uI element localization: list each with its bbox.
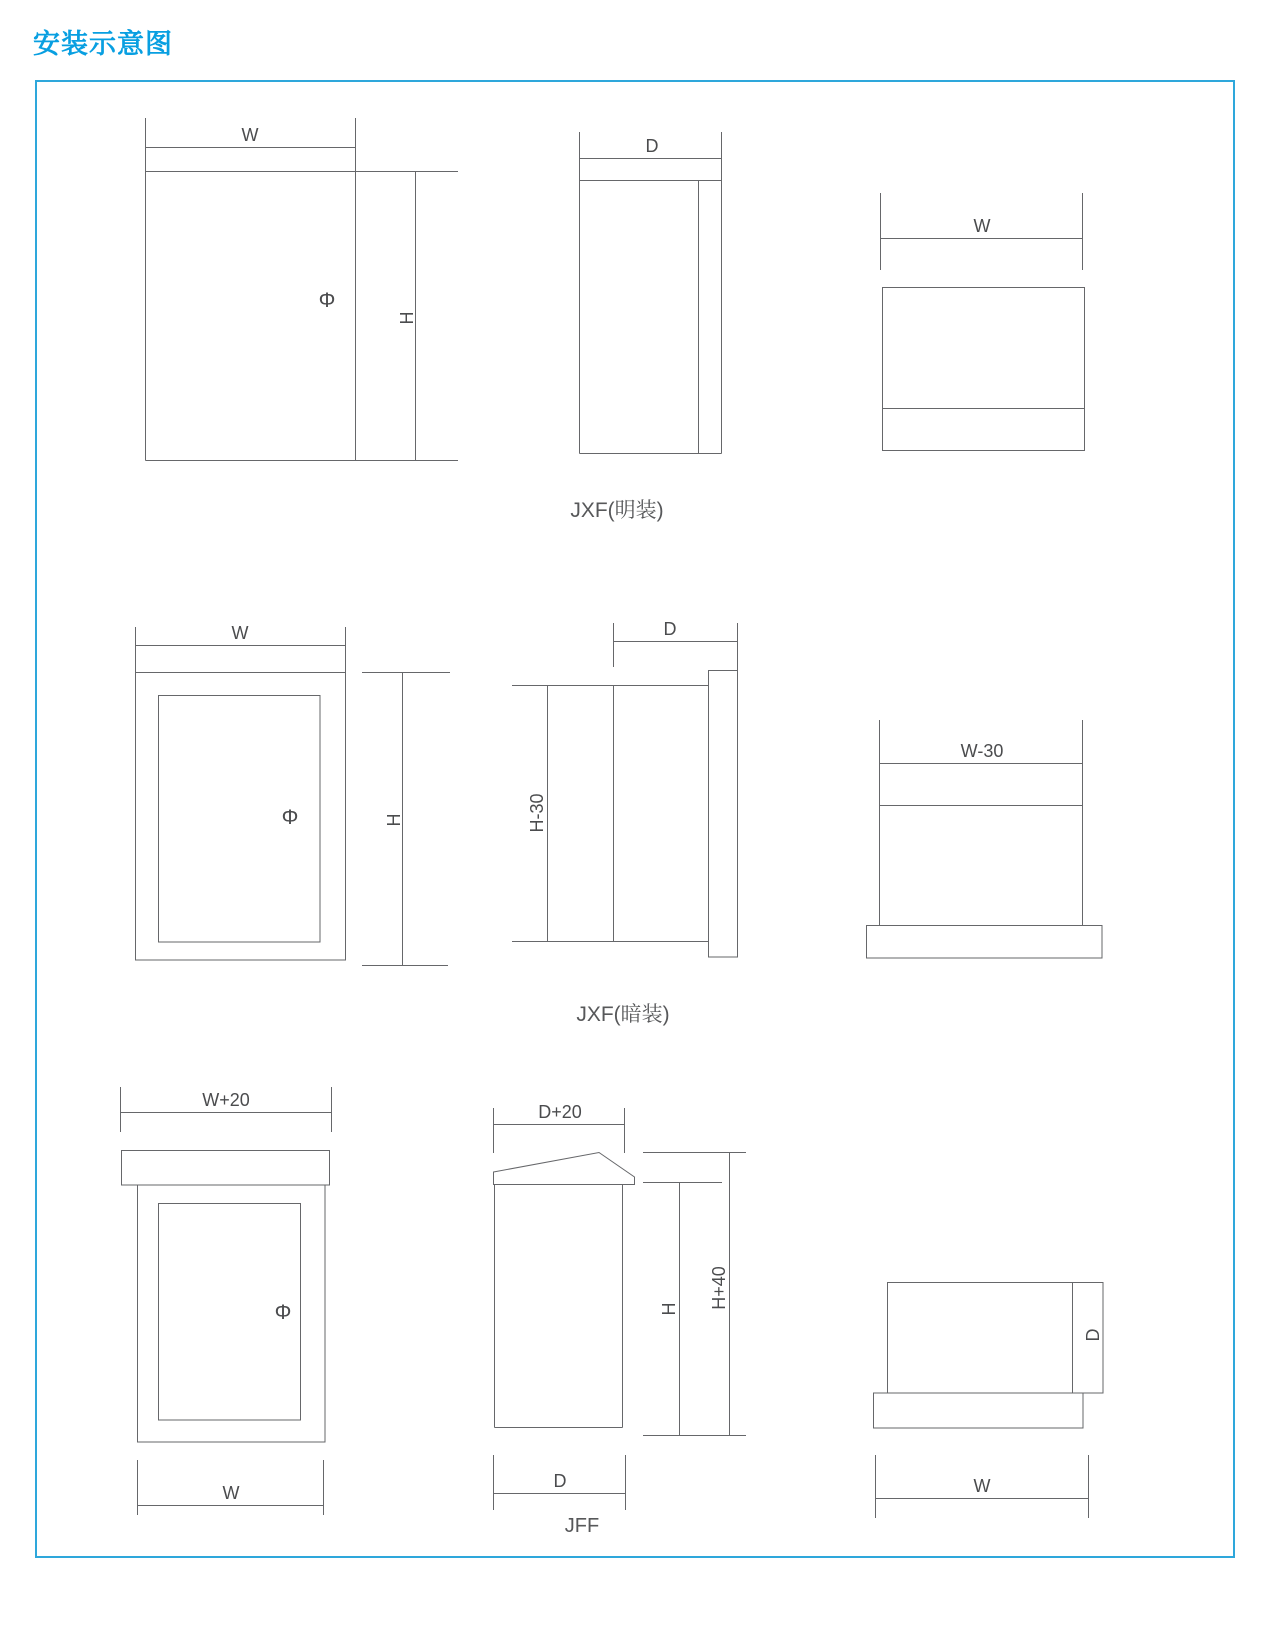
- jxf-surface-side-view: [580, 132, 722, 454]
- width-dimension-label: W: [231, 623, 249, 643]
- jxf-flush-front-view: [136, 623, 451, 966]
- width-dimension-label: W: [241, 125, 259, 145]
- height-dimension-label: H: [397, 311, 417, 325]
- rain-canopy: [122, 1151, 330, 1186]
- depth-dimension-label: D: [663, 619, 677, 639]
- width-dimension-label: W: [973, 216, 991, 236]
- jxf-flush-caption: JXF(暗装): [576, 1003, 670, 1026]
- depth-dimension-label: D: [1083, 1328, 1103, 1342]
- flange-base: [867, 926, 1103, 959]
- height-outer-dimension-label: H+40: [709, 1266, 729, 1310]
- jff-side-view: [494, 1102, 747, 1510]
- jxf-flush-top-view: [867, 720, 1103, 958]
- top-view-outline: [883, 288, 1085, 451]
- outer-frame: [138, 1185, 326, 1442]
- jxf-surface-top-view: [881, 193, 1085, 451]
- jxf-surface-front-view: [146, 118, 459, 461]
- height-dimension-label: H: [384, 813, 404, 827]
- depth-outer-dimension-label: D+20: [538, 1102, 582, 1122]
- page-title: 安装示意图: [33, 29, 173, 59]
- width-dimension-label: W: [973, 1476, 991, 1496]
- width-dimension-label: W: [222, 1483, 240, 1503]
- depth-dimension-label: D: [553, 1471, 567, 1491]
- height-dimension-label: H: [659, 1302, 679, 1316]
- jff-front-view: [121, 1087, 332, 1515]
- outer-frame: [136, 673, 346, 961]
- width-outer-dimension-label: W+20: [202, 1090, 250, 1110]
- flange-base: [874, 1393, 1084, 1428]
- jxf-surface-caption: JXF(明装): [570, 499, 664, 522]
- width-dimension-label: W-30: [960, 741, 1004, 761]
- jff-caption: JFF: [564, 1515, 600, 1537]
- jxf-flush-side-view: [512, 619, 738, 957]
- flange-plate: [709, 671, 738, 958]
- jff-top-view: [874, 1283, 1104, 1519]
- door-knob-label: Φ: [274, 1301, 292, 1324]
- door-knob-label: Φ: [318, 289, 336, 312]
- height-dimension-label: H-30: [527, 793, 547, 833]
- depth-dimension-label: D: [645, 136, 659, 156]
- sloped-roof: [494, 1153, 635, 1185]
- top-view-outline: [888, 1283, 1104, 1394]
- door-knob-label: Φ: [281, 806, 299, 829]
